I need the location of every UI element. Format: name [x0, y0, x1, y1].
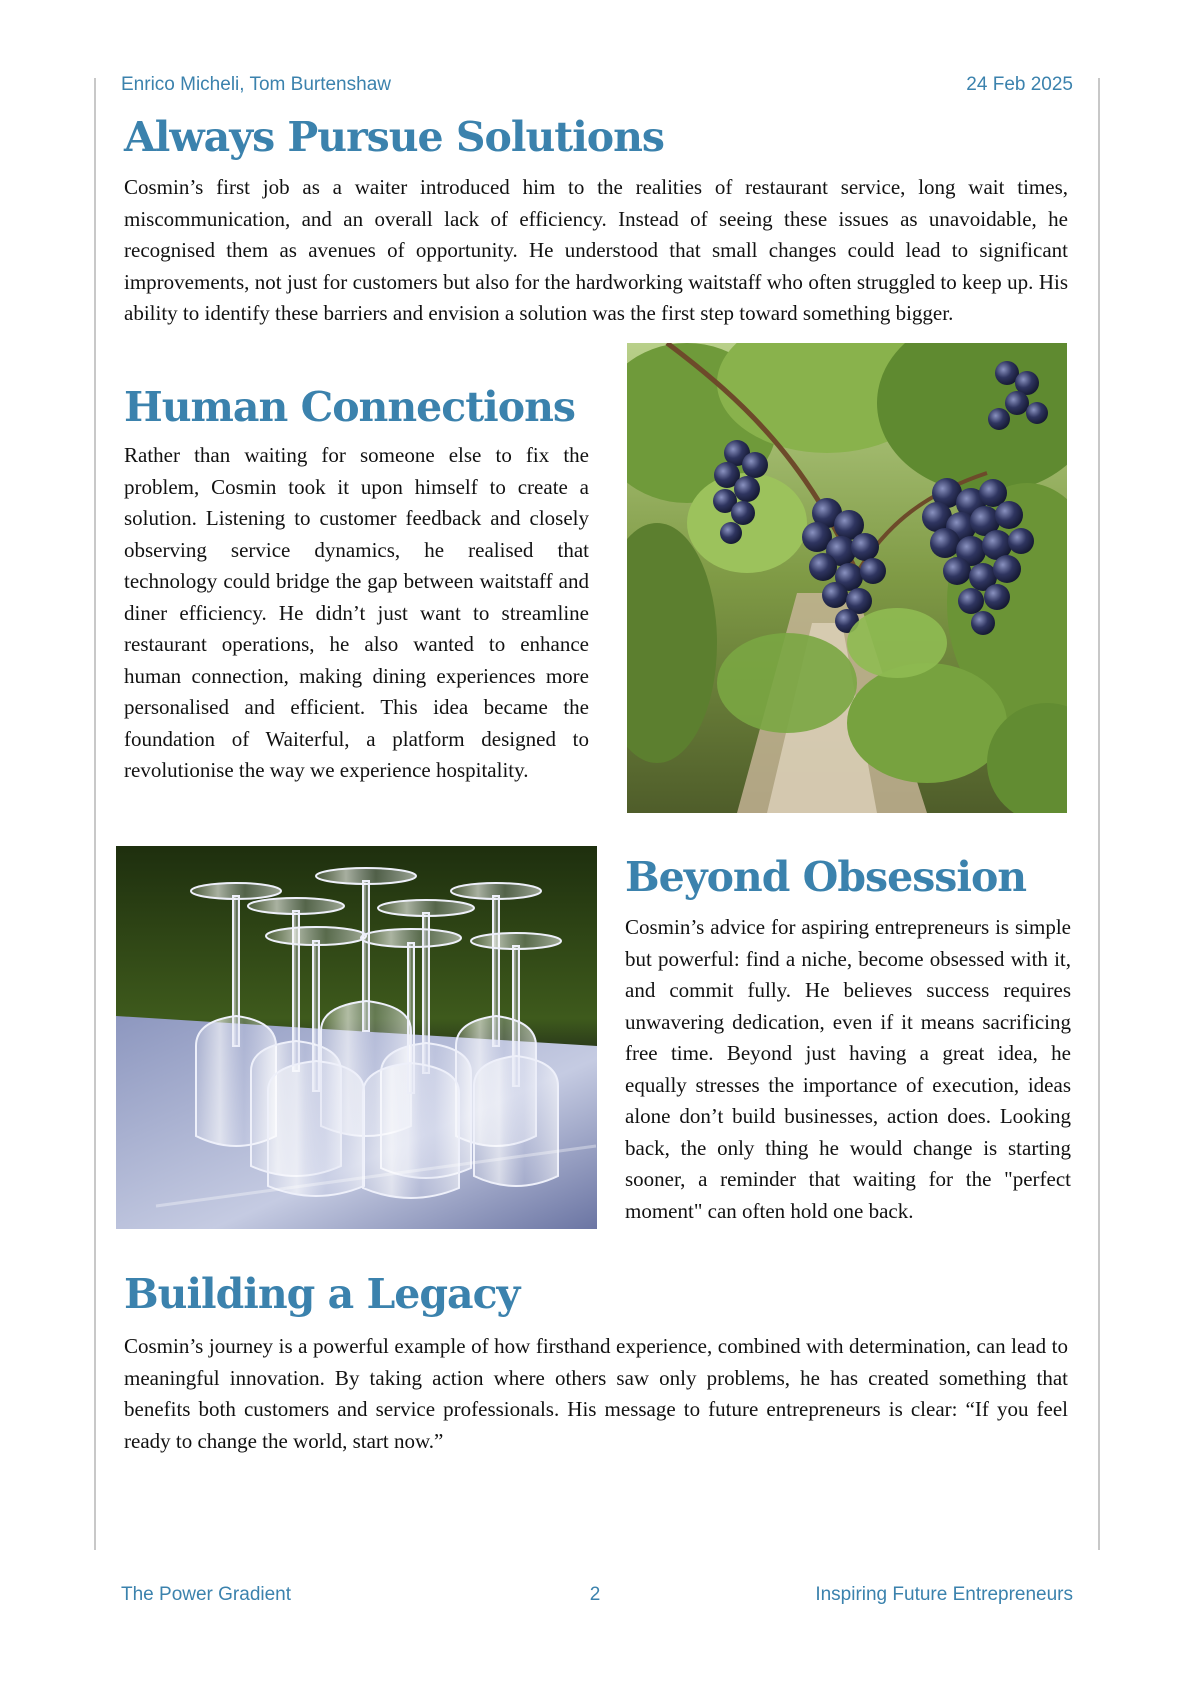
right-margin-rule [1098, 78, 1100, 1550]
heading-always-pursue-solutions: Always Pursue Solutions [124, 113, 665, 161]
footer-publication-name: The Power Gradient [121, 1584, 292, 1605]
heading-building-a-legacy: Building a Legacy [124, 1270, 520, 1318]
footer-tagline: Inspiring Future Entrepreneurs [815, 1584, 1073, 1605]
paragraph-building-a-legacy: Cosmin’s journey is a powerful example of how firsthand experience, combined with determination, can lead to meaningful innovation. By taking action where others saw only problems, he has created something that benefits both customers and service professionals. His message to future entrepreneurs is clear: “If you feel ready to change the world, start now.” [124, 1334, 1068, 1453]
heading-human-connections: Human Connections [124, 383, 575, 431]
footer-page-number: 2 [589, 1584, 601, 1605]
article-date: 24 Feb 2025 [966, 74, 1073, 95]
wine-glasses-photo [116, 846, 597, 1229]
paragraph-beyond-obsession: Cosmin’s advice for aspiring entrepreneurs is simple but powerful: find a niche, become obsessed with it, and commit fully. He believes success requires unwavering dedication, even if it means sacrificing free time. Beyond just having a great idea, he equally stresses the importance of execution, ideas alone don’t build businesses, action does. Looking back, the only thing he would change is starting sooner, a reminder that waiting for the "perfect moment" can often hold one back. [625, 915, 1071, 1223]
paragraph-human-connections: Rather than waiting for someone else to fix the problem, Cosmin took it upon himself to create a solution. Listening to customer feedback and closely observing service dynamics, he realised that technology could bridge the gap between waitstaff and diner efficiency. He didn’t just want to streamline restaurant operations, he also wanted to enhance human connection, making dining experiences more personalised and efficient. This idea became the foundation of Waiterful, a platform designed to revolutionise the way we experience hospitality. [124, 443, 589, 782]
article-authors: Enrico Micheli, Tom Burtenshaw [121, 74, 391, 95]
heading-beyond-obsession: Beyond Obsession [625, 853, 1027, 901]
left-margin-rule [94, 78, 96, 1550]
grapes-vineyard-photo [627, 343, 1067, 813]
paragraph-always-pursue-solutions: Cosmin’s first job as a waiter introduced him to the realities of restaurant service, long wait times, miscommunication, and an overall lack of efficiency. Instead of seeing these issues as unavoidable, he recognised them as avenues of opportunity. He understood that small changes could lead to significant improvements, not just for customers but also for the hardworking waitstaff who often struggled to keep up. His ability to identify these barriers and envision a solution was the first step toward something bigger. [124, 175, 1068, 325]
